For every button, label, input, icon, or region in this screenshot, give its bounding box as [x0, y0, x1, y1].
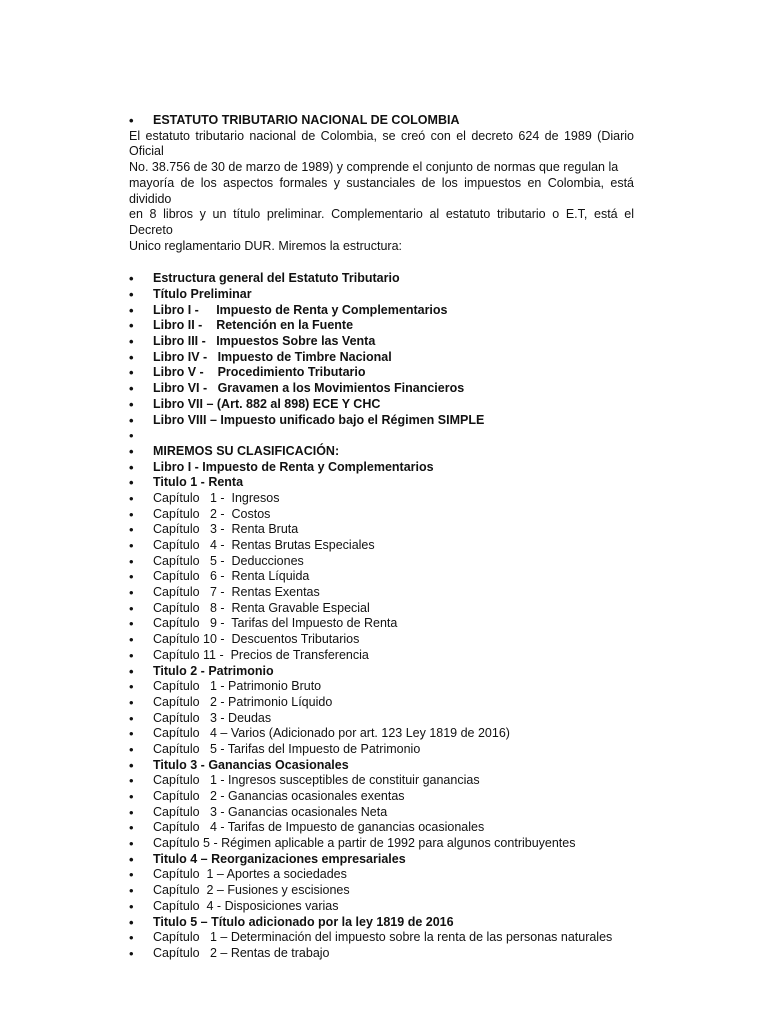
list-item: [129, 428, 634, 444]
list-item-text: Capítulo 1 - Ingresos: [153, 490, 280, 505]
list-item: [129, 930, 634, 946]
list-item: [129, 758, 634, 774]
list-item: [129, 460, 634, 476]
list-item: [129, 820, 634, 836]
list-item-text: Capítulo 3 - Ganancias ocasionales Neta: [153, 804, 388, 819]
bullet: •: [129, 616, 134, 632]
bullet: •: [129, 945, 134, 961]
list-item-text: Capítulo 1 – Determinación del impuesto sobre la renta de las personas naturales: [153, 930, 613, 945]
bullet: •: [129, 726, 134, 742]
bullet: •: [129, 412, 134, 428]
list-item: [129, 632, 634, 648]
list-item-text: Libro IV - Impuesto de Timbre Nacional: [153, 349, 392, 364]
bullet: •: [129, 710, 134, 726]
list-item: [129, 491, 634, 507]
list-item-text: Titulo 2 - Patrimonio: [153, 663, 274, 678]
bullet: •: [129, 773, 134, 789]
bullet: •: [129, 679, 134, 695]
list-item-text: Libro III - Impuestos Sobre las Venta: [153, 334, 376, 349]
bullet: •: [129, 914, 134, 930]
bullet: •: [129, 443, 134, 459]
list-item-text: Libro VI - Gravamen a los Movimientos Financieros: [153, 381, 465, 396]
heading-row: [129, 113, 634, 129]
list-item: [129, 946, 634, 962]
bullet: •: [129, 506, 134, 522]
list-item-text: Libro VII – (Art. 882 al 898) ECE Y CHC: [153, 396, 381, 411]
list-item: [129, 475, 634, 491]
list-item-text: Capítulo 10 - Descuentos Tributarios: [153, 632, 360, 647]
list-item: [129, 365, 634, 381]
list-item: [129, 789, 634, 805]
spacer: [129, 254, 634, 271]
list-item-text: MIREMOS SU CLASIFICACIÓN:: [153, 443, 340, 458]
list-item-text: Titulo 3 - Ganancias Ocasionales: [153, 757, 349, 772]
list-item: [129, 915, 634, 931]
list-item-text: Capítulo 4 - Tarifas de Impuesto de ganancias ocasionales: [153, 820, 485, 835]
list-item: [129, 522, 634, 538]
bullet: •: [129, 569, 134, 585]
list-item: [129, 334, 634, 350]
list-item: [129, 899, 634, 915]
bullet: •: [129, 694, 134, 710]
bullet: •: [129, 663, 134, 679]
list-item-text: Capítulo 3 - Renta Bruta: [153, 522, 299, 537]
bullet: •: [129, 318, 134, 334]
bullet: •: [129, 789, 134, 804]
list-item-text: Capítulo 11 - Precios de Transferencia: [153, 647, 369, 662]
list-item-text: Capítulo 5 - Régimen aplicable a partir de 1992 para algunos contribuyentes: [153, 836, 576, 851]
bullet: •: [129, 428, 134, 444]
list-item: [129, 413, 634, 429]
bullet: •: [129, 585, 134, 601]
intro-line: No. 38.756 de 30 de marzo de 1989) y comprende el conjunto de normas que regulan la: [129, 160, 619, 175]
list-item: [129, 711, 634, 727]
list-item: [129, 679, 634, 695]
list-item-text: Capítulo 4 – Varios (Adicionado por art. 123 Ley 1819 de 2016): [153, 726, 510, 741]
list-item-text: Capítulo 2 - Patrimonio Líquido: [153, 694, 333, 709]
list-item-text: Libro II - Retención en la Fuente: [153, 318, 354, 333]
bullet: •: [129, 867, 134, 883]
list-item-text: Capítulo 4 - Rentas Brutas Especiales: [153, 538, 375, 552]
list-item: [129, 601, 634, 617]
list-item: [129, 303, 634, 319]
list-item: [129, 538, 634, 554]
bullet: •: [129, 632, 134, 648]
list-item: [129, 867, 634, 883]
document-content: [129, 113, 634, 962]
bullet: •: [129, 553, 134, 569]
structure-list: [129, 271, 634, 961]
list-item: [129, 616, 634, 632]
document-heading: ESTATUTO TRIBUTARIO NACIONAL DE COLOMBIA: [153, 113, 460, 127]
bullet: •: [129, 349, 134, 365]
list-item-text: Libro I - Impuesto de Renta y Complementarios: [153, 302, 448, 317]
list-item-text: Libro VIII – Impuesto unificado bajo el Régimen SIMPLE: [153, 412, 485, 427]
list-item: [129, 444, 634, 460]
bullet: •: [129, 271, 134, 287]
list-item-text: Capítulo 1 - Patrimonio Bruto: [153, 679, 322, 694]
list-item-text: Título Preliminar: [153, 287, 252, 301]
bullet: •: [129, 490, 134, 506]
list-item-text: Capítulo 9 - Tarifas del Impuesto de Renta: [153, 616, 398, 631]
list-item-text: Capítulo 8 - Renta Gravable Especial: [153, 600, 370, 615]
list-item-text: Capítulo 2 - Costos: [153, 506, 271, 521]
bullet: •: [129, 459, 134, 475]
list-item-text: Titulo 4 – Reorganizaciones empresariales: [153, 851, 406, 866]
list-item: [129, 271, 634, 287]
list-item-text: Capítulo 1 - Ingresos susceptibles de constituir ganancias: [153, 773, 480, 788]
list-item: [129, 585, 634, 601]
bullet: •: [129, 302, 134, 318]
list-item: [129, 726, 634, 742]
list-item: [129, 852, 634, 868]
list-item: [129, 397, 634, 413]
bullet: •: [129, 757, 134, 773]
list-item-text: Capítulo 5 - Deducciones: [153, 553, 304, 568]
intro-line: El estatuto tributario nacional de Colombia, se creó con el decreto 624 de 1989 (Diario Oficial: [129, 128, 634, 159]
bullet: •: [129, 820, 134, 836]
bullet: •: [129, 898, 134, 914]
bullet: •: [129, 600, 134, 616]
bullet: •: [129, 883, 134, 899]
bullet: •: [129, 334, 134, 350]
list-item-text: Capítulo 7 - Rentas Exentas: [153, 585, 320, 600]
bullet: •: [129, 930, 134, 946]
bullet: •: [129, 804, 134, 820]
list-item-text: Titulo 5 – Título adicionado por la ley 1819 de 2016: [153, 914, 454, 929]
list-item: [129, 554, 634, 570]
list-item-text: Capítulo 5 - Tarifas del Impuesto de Patrimonio: [153, 741, 421, 756]
bullet: •: [129, 538, 134, 553]
list-item-text: Capítulo 1 – Aportes a sociedades: [153, 867, 347, 882]
list-item: [129, 773, 634, 789]
bullet: •: [129, 381, 134, 397]
list-item-text: Capítulo 4 - Disposiciones varias: [153, 898, 339, 913]
bullet: •: [129, 522, 134, 538]
bullet: •: [129, 396, 134, 412]
list-item: [129, 883, 634, 899]
list-item: [129, 507, 634, 523]
list-item-text: Capítulo 2 - Ganancias ocasionales exentas: [153, 789, 405, 803]
list-item-text: Libro V - Procedimiento Tributario: [153, 365, 366, 380]
bullet: •: [129, 647, 134, 663]
list-item-text: Capítulo 6 - Renta Líquida: [153, 569, 310, 584]
list-item-text: Capítulo 2 – Fusiones y escisiones: [153, 883, 350, 898]
list-item-text: Estructura general del Estatuto Tributario: [153, 271, 400, 286]
list-item: [129, 381, 634, 397]
bullet: •: [129, 851, 134, 867]
bullet: •: [129, 287, 134, 302]
intro-line: en 8 libros y un título preliminar. Complementario al estatuto tributario o E.T, está el Decreto: [129, 207, 634, 237]
list-item-text: Capítulo 2 – Rentas de trabajo: [153, 945, 330, 960]
list-item-text: Libro I - Impuesto de Renta y Complementarios: [153, 459, 434, 474]
list-item: [129, 742, 634, 758]
list-item: [129, 648, 634, 664]
bullet: •: [129, 475, 134, 491]
list-item: [129, 836, 634, 852]
list-item-text: Titulo 1 - Renta: [153, 475, 244, 490]
list-item: [129, 805, 634, 821]
intro-line: mayoría de los aspectos formales y sustanciales de los impuestos en Colombia, está dividido: [129, 175, 634, 206]
list-item: [129, 350, 634, 366]
intro-line: Unico reglamentario DUR. Miremos la estructura:: [129, 238, 403, 253]
list-item: [129, 695, 634, 711]
bullet: •: [129, 836, 134, 852]
list-item-text: Capítulo 3 - Deudas: [153, 710, 272, 725]
bullet: •: [129, 113, 134, 128]
bullet: •: [129, 741, 134, 757]
intro-paragraph: [129, 129, 634, 255]
list-item: [129, 287, 634, 303]
list-item: [129, 664, 634, 680]
list-item: [129, 318, 634, 334]
list-item: [129, 569, 634, 585]
bullet: •: [129, 365, 134, 381]
